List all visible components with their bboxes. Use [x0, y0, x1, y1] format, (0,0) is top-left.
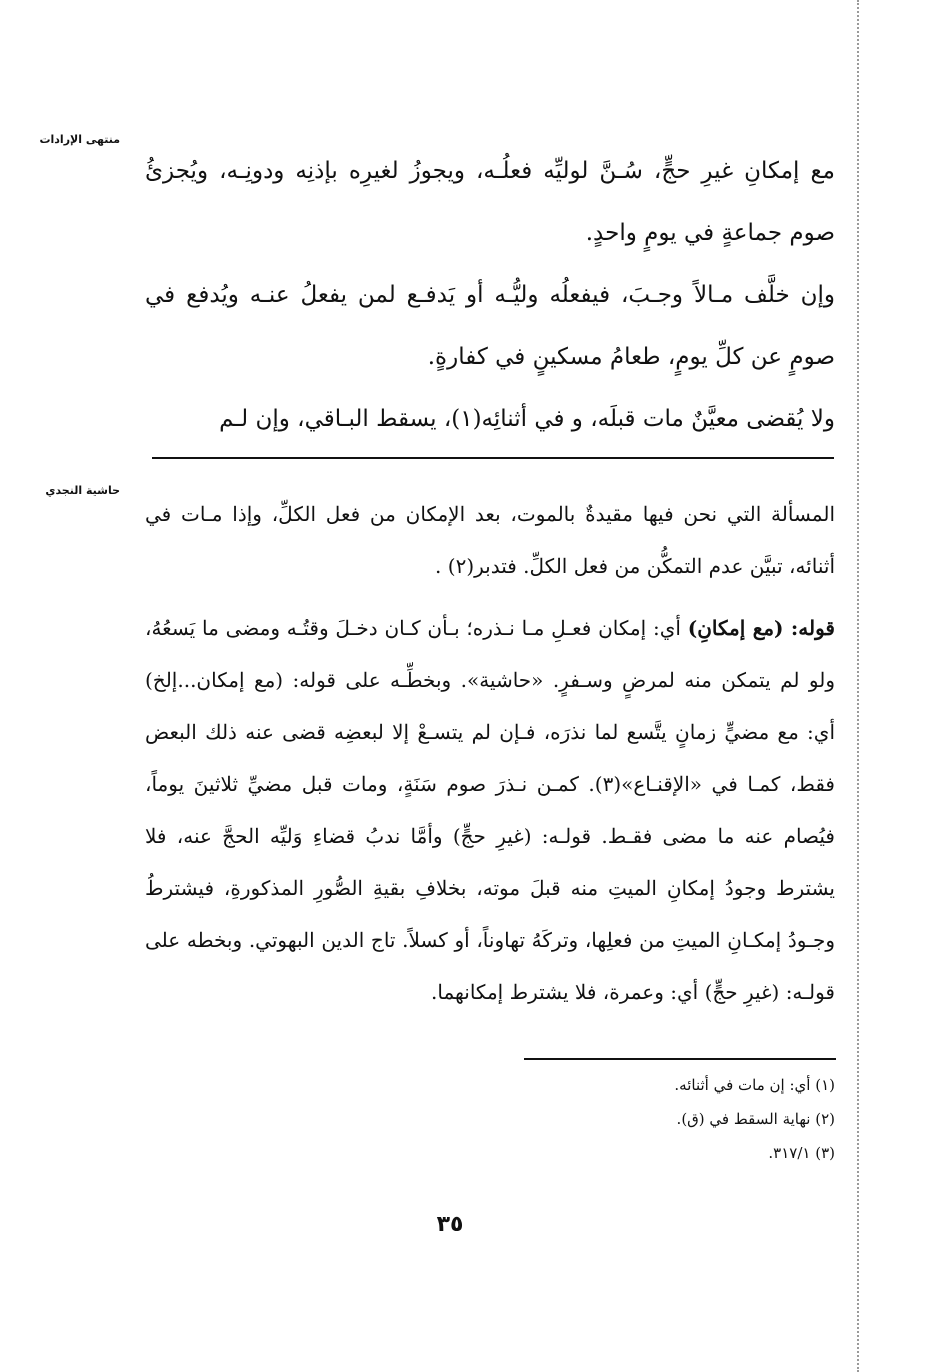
- footnote-divider: [524, 1058, 836, 1060]
- section-divider: [152, 457, 834, 459]
- main-text-paragraph-1: مع إمكانِ غيرِ حجٍّ، سُـنَّ لوليِّه فعلُـه، ويجوزُ لغيرِه بإذنِه ودونِـه، ويُجزئُ صوم جماعةٍ في يومٍ واحدٍ.: [145, 158, 835, 246]
- commentary-body: المسألة التي نحن فيها مقيدةٌ بالموت، بعد الإمكان من فعل الكلِّ، وإذا مـات في أثنائه، تبيَّن عدم التمكُّن من فعل الكلِّ. فتدبر(٢) .: [145, 502, 835, 578]
- main-text-label: منتهى الإرادات: [39, 133, 120, 146]
- commentary-paragraph-2: [145, 602, 835, 1018]
- main-text-paragraph-3: ولا يُقضى معيَّنٌ مات قبلَه، و في أثنائِه(١)، يسقط البـاقي، وإن لـم: [219, 406, 835, 432]
- binding-margin-line: [857, 0, 859, 1372]
- footnotes: [430, 1068, 835, 1170]
- commentary-lead: قوله: (مع إمكانِ): [687, 616, 835, 640]
- commentary-body: أي: إمكان فعـلِ مـا نـذره؛ بـأن كـان دخـلَ وقتُـه ومضى ما يَسعُهُ، ولو لم يتمكن منه لمرضٍ وسـفرٍ. «حاشية». وبخطِّـه على قوله: (مع إمكان...إلخ) أي: مع مضيٍّ زمانٍ يتَّسع لما نذرَه، فـإن لم يتسـعْ إلا لبعضِه قضى عنه ذلك البعض فقط، كمـا في «الإقنـاع»(٣). كمـن نـذرَ صوم سَنَةٍ، ومات قبل مضيِّ ثلاثينَ يوماً، فيُصام عنه ما مضى فقـط. قولـه: (غيرِ حجٍّ) وأمَّا ندبُ قضاءِ وَليِّه الحجَّ عنه، فلا يشترط وجودُ إمكانِ الميتِ منه قبلَ موته، بخلافِ بقيةِ الصُّورِ المذكورةِ، فيشترطُ وجـودُ إمكـانِ الميتِ من فعلِها، وتركَهُ تهاوناً، أو كسلاً. تاج الدين البهوتي. وبخطه على قولـه: (غيرِ حجٍّ) أي: وعمرة، فلا يشترط إمكانهما.: [145, 616, 835, 1004]
- main-text-block: [145, 140, 835, 450]
- footnote-2: (٢) نهاية السقط في (ق).: [676, 1110, 835, 1128]
- page-number: ٣٥: [436, 1212, 464, 1237]
- footnote-1: (١) أي: إن مات في أثنائه.: [674, 1076, 835, 1094]
- main-text-paragraph-2: وإن خلَّف مـالاً وجـبَ، فيفعلُه وليُّـه أو يَدفـع لمن يفعلُ عنـه ويُدفع في صومٍ عن كلِّ يومٍ، طعامُ مسكينٍ في كفارةٍ.: [145, 282, 835, 370]
- commentary-label: حاشية النجدي: [45, 484, 120, 497]
- footnote-3: (٣) ٣١٧/١.: [768, 1144, 835, 1162]
- commentary-paragraph-1: [145, 488, 835, 592]
- commentary-block: [145, 488, 835, 1018]
